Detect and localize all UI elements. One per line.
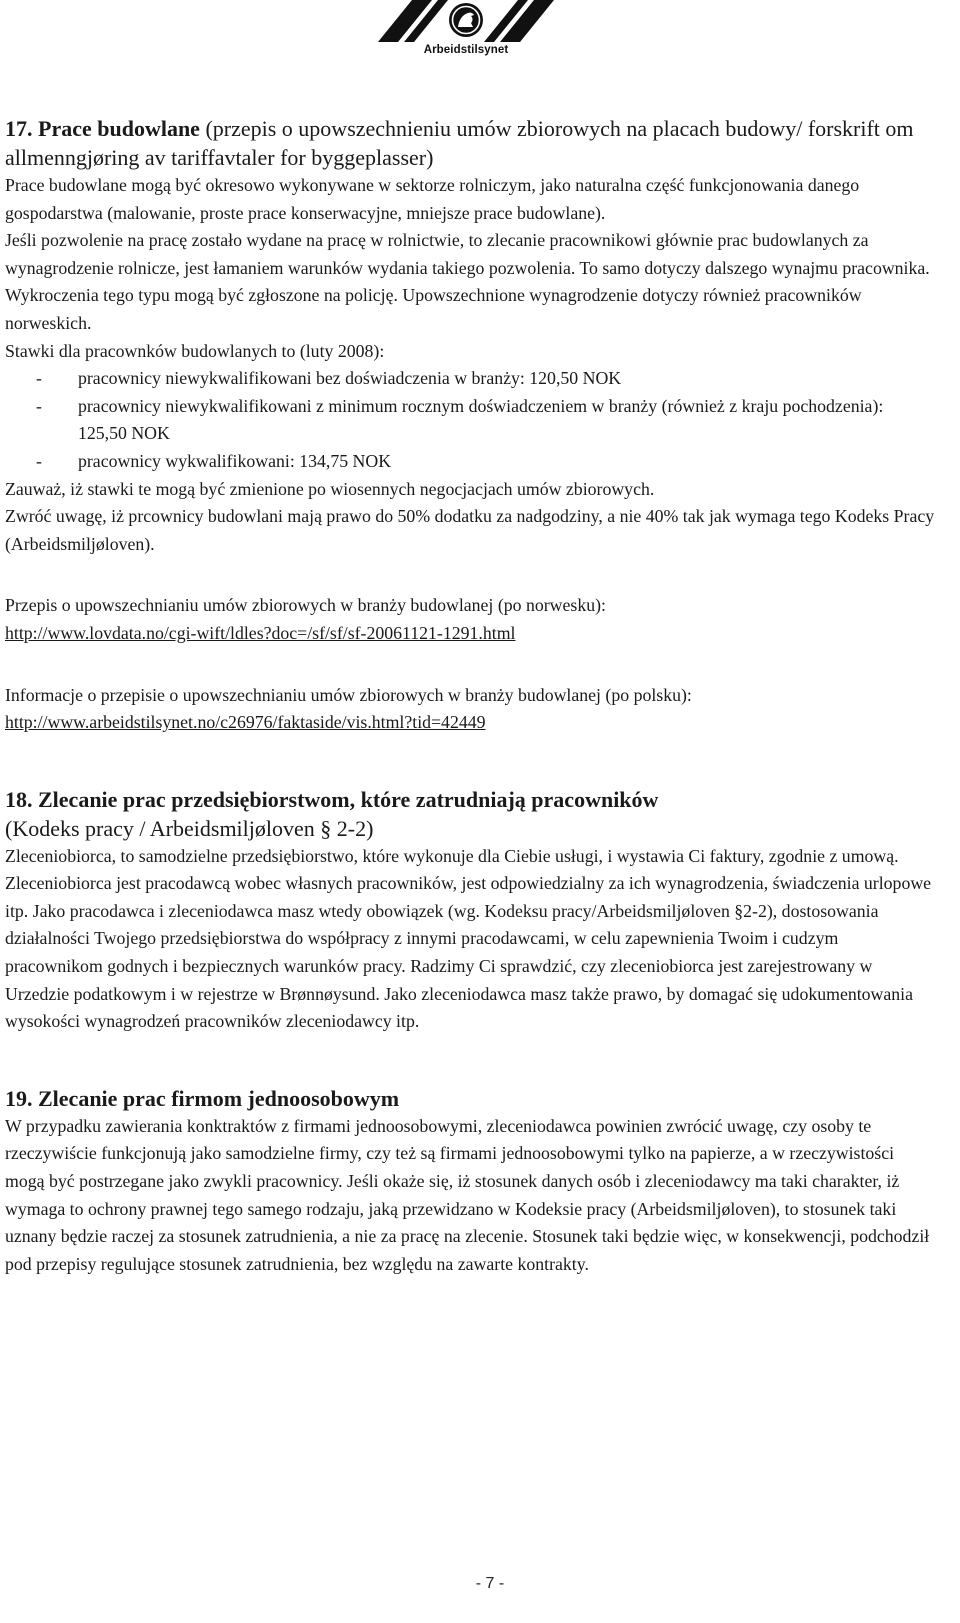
section-title: Zlecanie prac przedsiębiorstwom, które zatrudniają pracowników <box>38 786 659 812</box>
page-number: - 7 - <box>475 1575 505 1592</box>
paragraph: Zauważ, iż stawki te mogą być zmienione po wiosennych negocjacjach umów zbiorowych. <box>5 478 655 499</box>
section-subtitle: (przepis o upowszechnieniu umów zbiorowych na placach budowy/ forskrift om allmenngjøring av tariffavtaler for byggeplasser) <box>5 116 914 170</box>
section-title: Prace budowlane <box>38 116 200 141</box>
rates-list <box>5 365 935 475</box>
list-item: - pracownicy niewykwalifikowani bez doświadczenia w branży: 120,50 NOK <box>36 368 622 389</box>
lovdata-link[interactable]: http://www.lovdata.no/cgi-wift/ldles?doc=/sf/sf/sf-20061121-1291.html <box>5 622 516 643</box>
paragraph: Zleceniobiorca, to samodzielne przedsiębiorstwo, które wykonuje dla Ciebie usługi, i wystawia Ci faktury, zgodnie z umową. Zleceniobiorca jest pracodawcą wobec własnych pracowników, jest odpowiedzialny za ich wynagrodzenia, świadczenia urlopowe itp. Jako pracodawca i zleceniodawca masz wtedy obowiązek (wg. Kodeksu pracy/Arbeidsmiljøloven §2-2), dostosowania działalności Twojego przedsiębiorstwa do współpracy z innymi pracodawcami, w celu zapewnienia Twoim i cudzym pracownikom godnych i bezpiecznych warunków pracy. Radzimy Ci sprawdzić, czy zleceniobiorca jest zarejestrowany w Urzedzie podatkowym i w rejestrze w Brønnøysund. Jako zleceniodawca masz także prawo, by domagać się udokumentowania wysokości wynagrodzeń pracowników zleceniodawcy itp. <box>5 845 932 1032</box>
section-number: 18. <box>5 786 33 812</box>
section-number: 17. <box>5 116 33 141</box>
paragraph: W przypadku zawierania konktraktów z firmami jednoosobowymi, zleceniodawca powinien zwrócić uwagę, czy osoby te rzeczywiście funkcjonują jako samodzielne firmy, czy też są firmami jednoosobowymi tylko na papierze, a w rzeczywistości mogą być postrzegane jako zwykli pracownicy. Jeśli okaże się, iż stosunek danych osób i zleceniodawcy ma taki charakter, iż wymaga to ochrony prawnej tego samego rodzaju, jaką przewidzano w Kodeksie pracy (Arbeidsmiljøloven), to stosunek taki uznany będzie raczej za stosunek zatrudnienia, a nie za pracę na zlecenie. Stosunek taki będzie więc, w konsekwencji, podchodził pod przepisy regulujące stosunek zatrudnienia, bez względu na zawarte kontrakty. <box>5 1115 930 1274</box>
list-item: - pracownicy niewykwalifikowani z minimum rocznym doświadczeniem w branży (również z kraju pochodzenia): 125,50 NOK <box>36 395 884 444</box>
paragraph: Stawki dla pracownków budowlanych to (luty 2008): <box>5 340 385 361</box>
section-title: Zlecanie prac firmom jednoosobowym <box>38 1085 400 1111</box>
document-body <box>5 114 935 1278</box>
section-subtitle: (Kodeks pracy / Arbeidsmiljøloven § 2-2) <box>5 815 374 841</box>
paragraph: Zwróć uwagę, iż prcownicy budowlani mają prawo do 50% dodatku za nadgodziny, a nie 40% tak jak wymaga tego Kodeks Pracy (Arbeidsmiljøloven). <box>5 506 935 554</box>
paragraph: Prace budowlane mogą być okresowo wykonywane w sektorze rolniczym, jako naturalna część funkcjonowania danego gospodarstwa (malowanie, proste prace konserwacyjne, mniejsze prace budowlane). <box>5 175 860 223</box>
paragraph: Jeśli pozwolenie na pracę zostało wydane na pracę w rolnictwie, to zlecanie pracownikowi głównie prac budowlanych za wynagrodzenie rolnicze, jest łamaniem warunków wydania takiego pozwolenia. To samo dotyczy dalszego wynajmu pracownika. Wykroczenia tego typu mogą być zgłoszone na policję. Upowszechnione wynagrodzenie dotyczy również pracowników norweskich. <box>5 230 930 333</box>
section-18 <box>5 785 935 1036</box>
section-17 <box>5 114 935 737</box>
logo-emblem-icon <box>378 0 554 44</box>
logo-text: Arbeidstilsynet <box>423 44 509 56</box>
section-18-heading <box>5 785 935 814</box>
link-label: Przepis o upowszechnianiu umów zbiorowych w branży budowlanej (po norwesku): <box>5 595 606 616</box>
arbeidstilsynet-logo <box>378 0 554 62</box>
section-17-heading <box>5 114 935 172</box>
list-item: - pracownicy wykwalifikowani: 134,75 NOK <box>36 450 392 471</box>
section-19 <box>5 1084 935 1279</box>
arbeidstilsynet-link[interactable]: http://www.arbeidstilsynet.no/c26976/faktaside/vis.html?tid=42449 <box>5 712 486 733</box>
link-label: Informacje o przepisie o upowszechnianiu umów zbiorowych w branży budowlanej (po polsku): <box>5 684 692 705</box>
section-19-heading <box>5 1084 935 1113</box>
section-number: 19. <box>5 1085 33 1111</box>
